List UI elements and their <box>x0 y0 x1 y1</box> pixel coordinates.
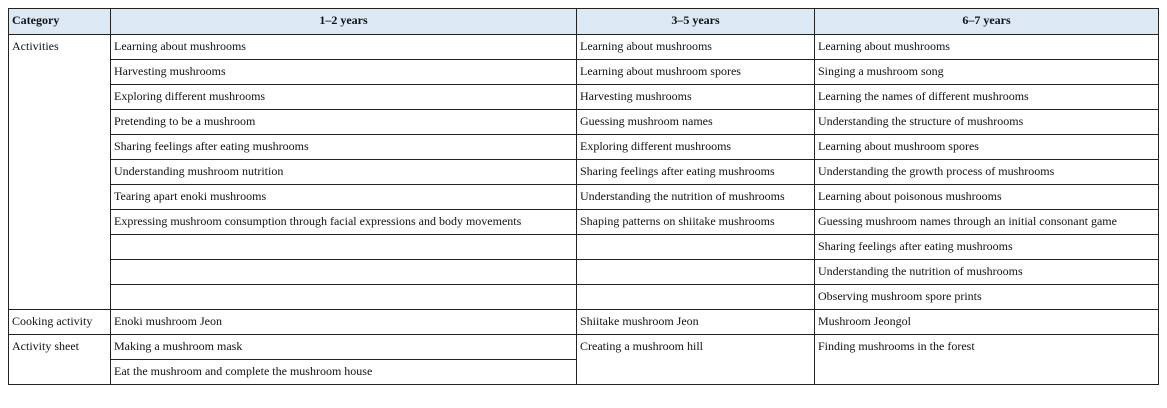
activities-table <box>8 8 1159 385</box>
table-cell: Eat the mushroom and complete the mushroom house <box>111 360 577 385</box>
table-cell: Sharing feelings after eating mushrooms <box>111 135 577 160</box>
table-row <box>9 335 1159 360</box>
table-row <box>9 135 1159 160</box>
table-cell: Finding mushrooms in the forest <box>815 335 1159 385</box>
table-cell: Exploring different mushrooms <box>577 135 815 160</box>
table-cell: Guessing mushroom names through an initial consonant game <box>815 210 1159 235</box>
table-cell: Understanding the nutrition of mushrooms <box>815 260 1159 285</box>
table-cell <box>577 285 815 310</box>
table-cell: Understanding the structure of mushrooms <box>815 110 1159 135</box>
table-cell: Learning the names of different mushrooms <box>815 85 1159 110</box>
table-cell: Understanding the growth process of mushrooms <box>815 160 1159 185</box>
table-cell: Shaping patterns on shiitake mushrooms <box>577 210 815 235</box>
header-age-1-2: 1–2 years <box>111 9 577 35</box>
table-cell <box>111 260 577 285</box>
table-cell: Understanding mushroom nutrition <box>111 160 577 185</box>
table-cell: Harvesting mushrooms <box>577 85 815 110</box>
table-cell: Making a mushroom mask <box>111 335 577 360</box>
header-row <box>9 9 1159 35</box>
table-cell <box>577 235 815 260</box>
table-row <box>9 310 1159 335</box>
table-cell: Learning about poisonous mushrooms <box>815 185 1159 210</box>
category-activities: Activities <box>9 35 111 310</box>
table-cell <box>577 260 815 285</box>
table-cell: Singing a mushroom song <box>815 60 1159 85</box>
table-cell: Understanding the nutrition of mushrooms <box>577 185 815 210</box>
table-cell: Pretending to be a mushroom <box>111 110 577 135</box>
table-cell: Sharing feelings after eating mushrooms <box>815 235 1159 260</box>
table-cell: Learning about mushroom spores <box>815 135 1159 160</box>
table-cell: Exploring different mushrooms <box>111 85 577 110</box>
category-activity-sheet: Activity sheet <box>9 335 111 385</box>
table-cell: Expressing mushroom consumption through facial expressions and body movements <box>111 210 577 235</box>
header-age-3-5: 3–5 years <box>577 9 815 35</box>
table-cell <box>111 235 577 260</box>
table-row <box>9 35 1159 60</box>
table-cell: Enoki mushroom Jeon <box>111 310 577 335</box>
table-cell: Learning about mushrooms <box>111 35 577 60</box>
header-category: Category <box>9 9 111 35</box>
table-cell: Shiitake mushroom Jeon <box>577 310 815 335</box>
table-cell: Harvesting mushrooms <box>111 60 577 85</box>
table-row <box>9 235 1159 260</box>
table-row <box>9 285 1159 310</box>
header-age-6-7: 6–7 years <box>815 9 1159 35</box>
category-cooking-activity: Cooking activity <box>9 310 111 335</box>
table-row <box>9 210 1159 235</box>
table-row <box>9 260 1159 285</box>
table-cell: Tearing apart enoki mushrooms <box>111 185 577 210</box>
table-cell: Learning about mushroom spores <box>577 60 815 85</box>
table-cell: Learning about mushrooms <box>577 35 815 60</box>
table-row <box>9 60 1159 85</box>
table-cell: Sharing feelings after eating mushrooms <box>577 160 815 185</box>
table-cell <box>111 285 577 310</box>
table-row <box>9 110 1159 135</box>
table-cell: Observing mushroom spore prints <box>815 285 1159 310</box>
table-row <box>9 185 1159 210</box>
table-cell: Creating a mushroom hill <box>577 335 815 385</box>
table-cell: Mushroom Jeongol <box>815 310 1159 335</box>
table-row <box>9 160 1159 185</box>
table-row <box>9 85 1159 110</box>
table-cell: Guessing mushroom names <box>577 110 815 135</box>
table-cell: Learning about mushrooms <box>815 35 1159 60</box>
